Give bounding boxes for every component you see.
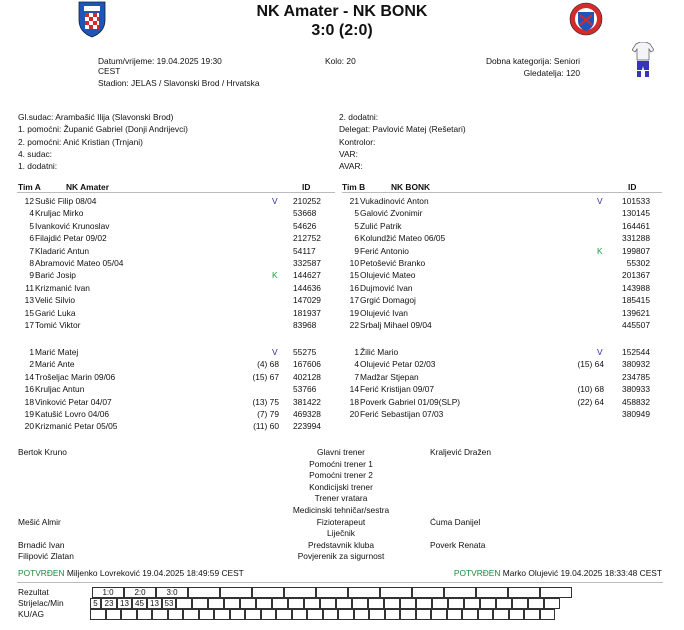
- staff-home: Mešić Almir: [18, 516, 61, 527]
- empty-ku-cell: [245, 609, 261, 620]
- player-number: 19: [24, 409, 34, 419]
- player-number: 1: [29, 347, 34, 357]
- player-id: 185415: [622, 295, 650, 306]
- player-id: 152544: [622, 347, 650, 357]
- ku-ag-label: KU/AG: [18, 609, 45, 619]
- player-id: 332587: [293, 258, 321, 268]
- player-number: 4: [29, 208, 34, 219]
- player-id: 331288: [622, 233, 650, 244]
- player-number: 14: [24, 371, 34, 382]
- player-number: 20: [24, 421, 34, 432]
- empty-ku-cell: [493, 609, 509, 620]
- player-name: Olujević Ivan: [360, 307, 408, 318]
- staff-role: Povjerenik za sigurnost: [297, 551, 385, 562]
- player-name: Olujević Petar 02/03: [360, 359, 436, 370]
- player-id: 212752: [293, 233, 321, 244]
- empty-score-cell: [508, 587, 540, 598]
- player-number: 9: [29, 270, 34, 281]
- result-label: Rezultat: [18, 587, 49, 597]
- player-name: Grgić Domagoj: [360, 295, 416, 306]
- player-name: Marić Matej: [35, 347, 79, 357]
- empty-ku-cell: [106, 609, 122, 620]
- player-number: 18: [24, 396, 34, 407]
- confirm-a-text: Miljenko Lovreković 19.04.2025 18:49:59 CEST: [66, 568, 244, 578]
- player-id: 55275: [293, 347, 317, 357]
- empty-ku-cell: [90, 609, 106, 620]
- player-name: Sušić Filip 08/04: [35, 196, 97, 206]
- empty-scorer-cell: [272, 598, 288, 609]
- empty-score-cell: [220, 587, 252, 598]
- player-id: 130145: [622, 208, 650, 219]
- empty-ku-cell: [121, 609, 137, 620]
- staff-away: Kraljević Dražen: [430, 447, 491, 457]
- player-id: 380949: [622, 409, 650, 419]
- player-name: Zulić Patrik: [360, 220, 402, 231]
- player-name: Kruljac Antun: [35, 384, 85, 395]
- player-id: 458832: [622, 396, 650, 407]
- staff-role: Glavni trener: [317, 447, 365, 457]
- player-number: 5: [354, 208, 359, 219]
- confirm-a-label: POTVRĐEN: [18, 568, 65, 578]
- player-id: 54117: [293, 245, 316, 256]
- empty-ku-cell: [524, 609, 540, 620]
- result-top-rule: [17, 582, 663, 583]
- empty-ku-cell: [478, 609, 494, 620]
- player-id: 54626: [293, 220, 317, 231]
- official-left-line: Gl.sudac: Arambašić Ilija (Slavonski Brod): [18, 112, 174, 122]
- empty-ku-cell: [137, 609, 153, 620]
- player-name: Srbalj Mihael 09/04: [360, 320, 432, 330]
- empty-ku-cell: [509, 609, 525, 620]
- player-id: 139621: [622, 307, 650, 318]
- empty-scorer-cell: [336, 598, 352, 609]
- empty-ku-cell: [276, 609, 292, 620]
- player-number: 16: [349, 282, 359, 293]
- player-id: 53668: [293, 208, 317, 219]
- player-number: 17: [349, 295, 359, 306]
- empty-ku-cell: [168, 609, 184, 620]
- staff-home: Filipović Zlatan: [18, 551, 74, 562]
- player-id: 380932: [622, 359, 650, 370]
- player-name: Barić Josip: [35, 270, 76, 281]
- scorer-cell: 13: [147, 598, 162, 609]
- player-number: 18: [349, 396, 359, 407]
- player-name: Ivanković Krunoslav: [35, 220, 110, 231]
- empty-scorer-cell: [224, 598, 240, 609]
- player-name: Dujmović Ivan: [360, 282, 413, 293]
- empty-scorer-cell: [240, 598, 256, 609]
- team-b-label: Tim B: [342, 182, 366, 192]
- empty-ku-cell: [462, 609, 478, 620]
- team-a-id-header: ID: [302, 182, 311, 192]
- staff-role: Medicinski tehničar/sestra: [292, 505, 390, 515]
- match-datetime: Datum/vrijeme: 19.04.2025 19:30: [98, 56, 222, 66]
- player-name: Ferić Kristijan 09/07: [360, 384, 435, 395]
- empty-scorer-cell: [192, 598, 208, 609]
- empty-scorer-cell: [496, 598, 512, 609]
- substitution: (10) 68: [577, 384, 604, 395]
- score-cell: 3:0: [156, 587, 188, 598]
- player-id: 167606: [293, 359, 321, 370]
- empty-scorer-cell: [384, 598, 400, 609]
- empty-score-cell: [284, 587, 316, 598]
- scorer-label: Strijelac/Min: [18, 598, 64, 608]
- substitution: (15) 64: [577, 359, 604, 370]
- empty-scorer-cell: [544, 598, 560, 609]
- player-number: 21: [349, 196, 359, 206]
- substitution: (4) 68: [257, 359, 279, 370]
- player-number: 9: [354, 245, 359, 256]
- official-right-line: Kontrolor:: [339, 136, 376, 147]
- player-name: Krizmanić Ivan: [35, 282, 90, 293]
- player-name: Trošeljac Marin 09/06: [35, 371, 116, 382]
- empty-score-cell: [316, 587, 348, 598]
- empty-score-cell: [412, 587, 444, 598]
- staff-away: Ćuma Danijel: [430, 516, 481, 527]
- official-left-line: 2. pomoćni: Anić Kristian (Trnjani): [18, 136, 143, 147]
- official-right-line: Delegat: Pavlović Matej (Rešetari): [339, 124, 466, 135]
- empty-ku-cell: [323, 609, 339, 620]
- player-id: 181937: [293, 307, 321, 318]
- goalkeeper-mark: V: [597, 347, 603, 357]
- empty-ku-cell: [292, 609, 308, 620]
- player-id: 402128: [293, 371, 321, 382]
- player-id: 210252: [293, 196, 321, 206]
- staff-home: Brnadić Ivan: [18, 539, 65, 550]
- empty-scorer-cell: [304, 598, 320, 609]
- scorer-cell: 13: [117, 598, 132, 609]
- official-left-line: 1. dodatni:: [18, 161, 58, 172]
- substitution: (15) 67: [252, 371, 279, 382]
- player-name: Abramović Mateo 05/04: [35, 258, 124, 268]
- confirm-b-label: POTVRĐEN: [453, 568, 501, 578]
- official-right-line: VAR:: [339, 148, 358, 159]
- staff-role: Kondicijski trener: [309, 481, 373, 492]
- player-id: 223994: [293, 421, 321, 432]
- player-name: Galović Zvonimir: [360, 208, 423, 219]
- player-name: Ferić Antonio: [360, 245, 409, 256]
- match-score: 3:0 (2:0): [311, 22, 373, 39]
- team-b-name: NK BONK: [391, 182, 431, 192]
- player-name: Kolundžić Mateo 06/05: [360, 233, 446, 244]
- scorer-cell: 5: [90, 598, 101, 609]
- player-name: Žilić Mario: [360, 347, 399, 357]
- team-a-header-rule: [17, 192, 335, 193]
- empty-scorer-cell: [464, 598, 480, 609]
- match-title: NK Amater - NK BONK: [256, 3, 428, 20]
- empty-scorer-cell: [416, 598, 432, 609]
- player-name: Katušić Lovro 04/06: [35, 409, 110, 419]
- player-id: 143988: [622, 282, 650, 293]
- empty-ku-cell: [416, 609, 432, 620]
- player-number: 11: [25, 282, 34, 293]
- player-name: Kruljac Mirko: [35, 208, 84, 219]
- player-name: Tomić Viktor: [35, 320, 81, 330]
- scorer-cell: 23: [101, 598, 117, 609]
- player-name: Vinković Petar 04/07: [35, 396, 112, 407]
- staff-role: Pomoćni trener 2: [309, 470, 373, 481]
- official-left-line: 1. pomoćni: Županić Gabriel (Donji Andrijevci): [18, 124, 188, 135]
- player-id: 83968: [293, 320, 317, 330]
- player-name: Krizmanić Petar 05/05: [35, 421, 118, 432]
- empty-score-cell: [188, 587, 220, 598]
- empty-scorer-cell: [352, 598, 368, 609]
- empty-scorer-cell: [288, 598, 304, 609]
- team-b-header-rule: [342, 192, 662, 193]
- confirm-b: [454, 568, 662, 578]
- empty-score-cell: [348, 587, 380, 598]
- empty-ku-cell: [447, 609, 463, 620]
- player-number: 10: [349, 258, 359, 268]
- player-id: 234785: [622, 371, 650, 382]
- player-number: 15: [349, 270, 359, 281]
- empty-ku-cell: [152, 609, 168, 620]
- player-name: Filajdić Petar 09/02: [35, 233, 107, 244]
- empty-score-cell: [380, 587, 412, 598]
- player-number: 19: [349, 307, 359, 318]
- empty-ku-cell: [400, 609, 416, 620]
- substitution: (7) 79: [257, 409, 279, 419]
- player-number: 5: [29, 220, 34, 231]
- empty-scorer-cell: [176, 598, 192, 609]
- confirm-b-text: Marko Olujević 19.04.2025 18:33:48 CEST: [502, 568, 662, 578]
- player-number: 14: [349, 384, 359, 395]
- player-number: 4: [354, 359, 359, 370]
- player-name: Madžar Stjepan: [360, 371, 419, 382]
- player-number: 22: [349, 320, 359, 330]
- empty-scorer-cell: [400, 598, 416, 609]
- player-id: 147029: [293, 295, 321, 306]
- player-id: 380933: [622, 384, 650, 395]
- player-number: 16: [24, 384, 34, 395]
- empty-scorer-cell: [368, 598, 384, 609]
- player-id: 469328: [293, 409, 321, 419]
- scorer-cell: 45: [132, 598, 147, 609]
- player-name: Vukadinović Anton: [360, 196, 429, 206]
- staff-role: Fizioterapeut: [316, 516, 366, 527]
- player-number: 12: [24, 196, 34, 206]
- score-cell: 1:0: [92, 587, 124, 598]
- player-name: Velić Silvio: [35, 295, 76, 306]
- player-name: Poverk Gabriel 01/09(SLP): [360, 396, 461, 407]
- staff-role: Liječnik: [327, 528, 355, 539]
- substitution: (13) 75: [252, 396, 279, 407]
- match-round: Kolo: 20: [325, 56, 356, 66]
- empty-ku-cell: [354, 609, 370, 620]
- player-id: 101533: [622, 196, 650, 206]
- empty-scorer-cell: [528, 598, 544, 609]
- player-id: 144627: [293, 270, 321, 281]
- official-right-line: 2. dodatni:: [339, 112, 379, 122]
- captain-mark: K: [272, 270, 278, 281]
- substitution: (22) 64: [577, 396, 604, 407]
- empty-ku-cell: [183, 609, 199, 620]
- empty-scorer-cell: [480, 598, 496, 609]
- player-number: 15: [24, 307, 34, 318]
- player-number: 5: [354, 220, 359, 231]
- empty-scorer-cell: [208, 598, 224, 609]
- goalkeeper-mark: V: [272, 347, 278, 357]
- spectators: Gledatelja: 120: [523, 68, 580, 78]
- player-number: 17: [24, 320, 34, 330]
- staff-away: Poverk Renata: [430, 539, 486, 550]
- match-stadium: Stadion: JELAS / Slavonski Brod / Hrvatska: [98, 78, 260, 88]
- official-left-line: 4. sudac:: [18, 148, 52, 159]
- player-number: 13: [24, 295, 34, 306]
- empty-score-cell: [252, 587, 284, 598]
- player-id: 144636: [293, 282, 321, 293]
- team-b-id-header: ID: [628, 182, 637, 192]
- score-cell: 2:0: [124, 587, 156, 598]
- empty-scorer-cell: [432, 598, 448, 609]
- empty-ku-cell: [338, 609, 354, 620]
- player-name: Ferić Sebastijan 07/03: [360, 409, 444, 419]
- goalkeeper-mark: V: [597, 196, 603, 206]
- player-number: 7: [29, 245, 34, 256]
- player-number: 6: [354, 233, 359, 244]
- player-number: 2: [29, 359, 34, 370]
- player-number: 20: [349, 409, 359, 419]
- team-a-name: NK Amater: [66, 182, 109, 192]
- empty-scorer-cell: [256, 598, 272, 609]
- player-number: 1: [354, 347, 359, 357]
- age-category: Dobna kategorija: Seniori: [485, 56, 580, 66]
- empty-ku-cell: [540, 609, 556, 620]
- player-id: 55302: [626, 258, 650, 268]
- match-timezone: CEST: [98, 66, 121, 76]
- empty-ku-cell: [214, 609, 230, 620]
- empty-ku-cell: [307, 609, 323, 620]
- empty-ku-cell: [431, 609, 447, 620]
- staff-role: Trener vratara: [314, 493, 368, 504]
- player-name: Olujević Mateo: [360, 270, 416, 281]
- goalkeeper-mark: V: [272, 196, 278, 206]
- player-id: 199807: [622, 245, 650, 256]
- empty-scorer-cell: [448, 598, 464, 609]
- scorer-cell: 53: [162, 598, 176, 609]
- staff-role: Pomoćni trener 1: [309, 458, 373, 469]
- player-name: Garić Luka: [35, 307, 76, 318]
- player-id: 53766: [293, 384, 317, 395]
- staff-role: Predstavnik kluba: [307, 539, 375, 550]
- staff-home: Bertok Kruno: [18, 447, 67, 457]
- player-name: Petošević Branko: [360, 258, 426, 268]
- empty-score-cell: [540, 587, 572, 598]
- player-number: 6: [29, 233, 34, 244]
- player-name: Marić Ante: [35, 359, 75, 370]
- empty-score-cell: [444, 587, 476, 598]
- player-id: 381422: [293, 396, 321, 407]
- empty-scorer-cell: [320, 598, 336, 609]
- player-name: Kladarić Antun: [35, 245, 90, 256]
- substitution: (11) 60: [253, 421, 279, 432]
- player-id: 201367: [622, 270, 650, 281]
- captain-mark: K: [597, 245, 603, 256]
- empty-ku-cell: [385, 609, 401, 620]
- empty-ku-cell: [230, 609, 246, 620]
- team-a-label: Tim A: [18, 182, 41, 192]
- empty-ku-cell: [369, 609, 385, 620]
- player-id: 164461: [622, 220, 650, 231]
- kit-icon: [632, 42, 654, 78]
- empty-ku-cell: [261, 609, 277, 620]
- official-right-line: AVAR:: [339, 161, 363, 172]
- empty-score-cell: [476, 587, 508, 598]
- confirm-a: [18, 568, 244, 578]
- empty-ku-cell: [199, 609, 215, 620]
- player-id: 445507: [622, 320, 650, 330]
- player-number: 7: [354, 371, 359, 382]
- empty-scorer-cell: [512, 598, 528, 609]
- player-number: 8: [29, 258, 34, 268]
